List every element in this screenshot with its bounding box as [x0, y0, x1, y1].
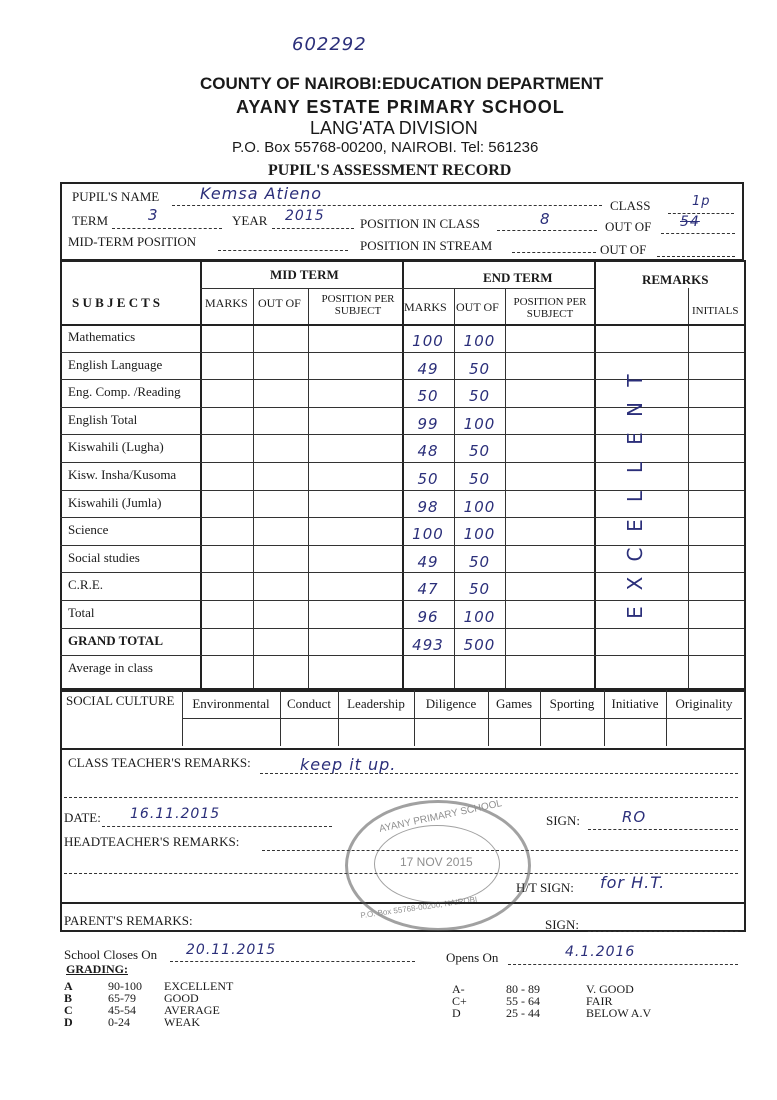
remark-letter: E: [623, 605, 647, 619]
grade-letter: B: [64, 991, 73, 1005]
end-term-marks: 96: [417, 608, 439, 626]
end-term-marks: 493: [412, 635, 444, 654]
end-term-marks: 47: [417, 580, 439, 599]
grade-letter: D: [452, 1006, 461, 1020]
opens-on-label: Opens On: [446, 950, 499, 965]
date-label: DATE:: [64, 810, 101, 825]
remark-letter: E: [623, 518, 647, 532]
grade-desc: V. GOOD: [586, 982, 634, 996]
subject-name: Science: [68, 522, 109, 538]
social-hline: [182, 718, 742, 719]
grade-range: 55 - 64: [506, 994, 540, 1008]
social-culture-item: Sporting: [549, 696, 595, 711]
ht-sign-value: for H.T.: [600, 873, 666, 892]
social-culture-item: Diligence: [425, 696, 477, 711]
subject-name: C.R.E.: [68, 577, 104, 593]
school-closes-value: 20.11.2015: [186, 942, 277, 958]
subject-name: GRAND TOTAL: [68, 632, 163, 648]
grade-letter: C+: [452, 994, 467, 1008]
division-name: LANG'ATA DIVISION: [310, 118, 478, 138]
social-culture-item: Originality: [675, 696, 733, 711]
social-culture-item: Conduct: [286, 696, 332, 711]
end-term-marks: 48: [417, 442, 439, 461]
headteacher-remarks-label: HEADTEACHER'S REMARKS:: [64, 834, 240, 849]
sign-label: SIGN:: [546, 813, 580, 828]
end-term-out-of: 100: [463, 414, 496, 433]
social-culture-item: Initiative: [611, 696, 659, 711]
term-label: TERM: [72, 213, 109, 228]
subject-name: Kiswahili (Jumla): [68, 494, 162, 510]
end-term-out-of: 50: [468, 359, 491, 378]
remark-letter: L: [623, 460, 647, 474]
end-term-marks: 99: [417, 414, 439, 433]
grade-desc: BELOW A.V: [586, 1006, 652, 1020]
end-term-marks: 50: [417, 470, 439, 488]
grading-title: GRADING:: [66, 962, 128, 976]
ht-sign-label: H/T SIGN:: [516, 880, 574, 895]
subject-name: Kisw. Insha/Kusoma: [68, 467, 177, 482]
grade-range: 90-100: [108, 979, 142, 993]
subject-name: English Language: [68, 356, 163, 372]
end-term-out-of: 50: [468, 387, 491, 406]
grade-range: 65-79: [108, 991, 136, 1005]
subject-name: Social studies: [68, 549, 140, 565]
subject-name: Mathematics: [68, 329, 136, 344]
remark-letter: C: [623, 546, 647, 562]
county-heading: COUNTY OF NAIROBI:EDUCATION DEPARTMENT: [200, 74, 604, 93]
end-term-out-of: 100: [463, 332, 496, 350]
date-value: 16.11.2015: [130, 806, 221, 822]
opens-on-value: 4.1.2016: [565, 944, 636, 960]
class-teacher-remarks-label: CLASS TEACHER'S REMARKS:: [68, 755, 251, 770]
end-term-out-of: 100: [463, 525, 496, 544]
stamp-bottom-text: P.O. Box 55768-00200, NAIROBI: [359, 894, 478, 921]
position-in-class-label: POSITION IN CLASS: [360, 216, 480, 231]
remark-letter: X: [623, 575, 647, 591]
grid-hline: [60, 324, 744, 326]
class-label: CLASS: [610, 198, 651, 213]
grade-letter: D: [64, 1015, 73, 1029]
grade-desc: FAIR: [586, 994, 613, 1008]
end-term-out-of: 50: [468, 580, 491, 599]
social-culture-label: SOCIAL CULTURE: [66, 693, 175, 708]
mid-position-header: POSITION PER SUBJECT: [321, 293, 395, 317]
subject-name: Total: [68, 605, 95, 620]
subject-name: Eng. Comp. /Reading: [68, 384, 181, 400]
end-term-marks: 98: [417, 497, 439, 516]
end-term-out-of: 50: [468, 442, 491, 461]
grid-hline: [200, 288, 594, 289]
end-term-marks: 100: [412, 525, 444, 544]
end-out-of-header: OUT OF: [456, 300, 499, 314]
class-teacher-remarks-value: keep it up.: [300, 755, 397, 774]
end-term-marks: 50: [417, 387, 439, 406]
remark-letter: L: [623, 489, 647, 503]
end-term-header: END TERM: [483, 270, 553, 285]
grade-range: 25 - 44: [506, 1006, 540, 1020]
serial-number: 602292: [292, 34, 367, 55]
social-culture-item: Environmental: [192, 696, 270, 711]
remark-letter: E: [623, 431, 647, 445]
year-label: YEAR: [232, 213, 268, 228]
end-term-out-of: 100: [463, 497, 496, 516]
class-value: 1p: [692, 194, 711, 209]
end-position-header: POSITION PER SUBJECT: [513, 296, 587, 320]
end-marks-header: MARKS: [404, 300, 447, 314]
school-closes-label: School Closes On: [64, 947, 158, 962]
sign-value: RO: [622, 808, 647, 826]
parent-remarks-label: PARENT'S REMARKS:: [64, 913, 193, 928]
remark-letter: N: [623, 401, 647, 417]
mid-term-header: MID TERM: [270, 267, 339, 282]
grid-hline: [60, 655, 744, 656]
grade-letter: C: [64, 1003, 73, 1017]
out-of-label: OUT OF: [605, 219, 652, 234]
grade-range: 80 - 89: [506, 982, 540, 996]
subject-name: Kiswahili (Lugha): [68, 439, 164, 455]
initials-header: INITIALS: [692, 305, 739, 317]
grade-letter: A-: [452, 982, 465, 996]
grade-range: 0-24: [108, 1015, 130, 1029]
subject-name: Average in class: [68, 660, 153, 676]
subject-name: English Total: [68, 411, 138, 427]
school-stamp: [345, 800, 531, 931]
end-term-out-of: 50: [468, 470, 491, 488]
mid-out-of-header: OUT OF: [258, 296, 301, 310]
end-term-out-of: 500: [463, 635, 496, 654]
end-term-out-of: 100: [463, 608, 496, 626]
grade-desc: EXCELLENT: [164, 979, 234, 993]
pupil-name-label: PUPIL'S NAME: [72, 189, 160, 204]
record-title: PUPIL'S ASSESSMENT RECORD: [268, 162, 512, 179]
end-term-marks: 100: [412, 332, 444, 350]
grade-desc: WEAK: [164, 1015, 200, 1029]
remark-letter: T: [623, 373, 647, 387]
stamp-date: 17 NOV 2015: [400, 855, 473, 869]
out-of-2-label: OUT OF: [600, 242, 647, 257]
stamp-top-text: AYANY PRIMARY SCHOOL: [378, 798, 504, 835]
midterm-position-label: MID-TERM POSITION: [68, 234, 197, 249]
term-value: 3: [148, 206, 159, 224]
social-culture-item: Games: [495, 696, 533, 711]
grade-desc: AVERAGE: [164, 1003, 220, 1017]
school-name: AYANY ESTATE PRIMARY SCHOOL: [236, 97, 565, 117]
end-term-marks: 49: [417, 359, 439, 378]
position-in-class-value: 8: [540, 210, 551, 228]
pupil-name-value: Kemsa Atieno: [200, 184, 323, 203]
position-in-stream-label: POSITION IN STREAM: [360, 238, 493, 253]
social-culture-item: Leadership: [347, 696, 405, 711]
out-of-value: 54: [680, 214, 700, 230]
year-value: 2015: [285, 208, 325, 224]
grade-desc: GOOD: [164, 991, 199, 1005]
end-term-out-of: 50: [468, 552, 491, 571]
remarks-header: REMARKS: [642, 272, 709, 287]
mid-marks-header: MARKS: [205, 296, 248, 310]
grade-letter: A: [64, 979, 73, 993]
parent-sign-label: SIGN:: [545, 917, 579, 932]
grade-range: 45-54: [108, 1003, 136, 1017]
end-term-marks: 49: [417, 552, 439, 571]
subjects-header: S U B J E C T S: [72, 295, 161, 310]
address: P.O. Box 55768-00200, NAIROBI. Tel: 561236: [232, 139, 539, 156]
